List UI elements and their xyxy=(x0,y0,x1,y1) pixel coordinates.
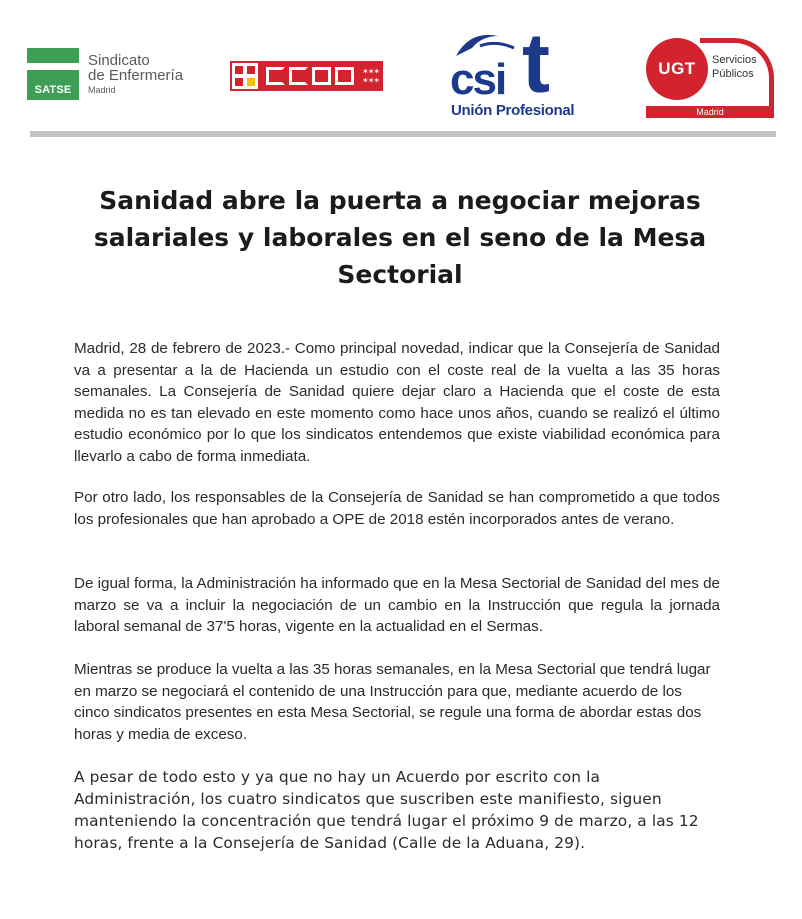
letterhead xyxy=(0,0,802,140)
paragraph: Madrid, 28 de febrero de 2023.- Como principal novedad, indicar que la Consejería de Sanidad va a presentar a la de Hacienda un estudio con el coste real de la vuelta a las 35 horas semanales. La Consejería de Sanidad quiere dejar claro a Hacienda que el coste de esta medida no es tan elevado en este momento como hace unos años, cuando se realizó el último estudio económico por lo que los sindicatos entendemos que existe viabilidad económica para llevarlo a cabo de forma inmediata. xyxy=(74,340,720,465)
csit-letter: t xyxy=(522,16,550,110)
satse-emblem xyxy=(27,48,79,100)
madrid-stars-icon: ✶✶✶ ✶✶✶ xyxy=(362,67,380,85)
satse-line1: Sindicato xyxy=(88,51,150,69)
satse-line2: de Enfermería xyxy=(88,67,184,85)
csit-logo xyxy=(450,16,575,120)
csit-subtitle: Unión Profesional xyxy=(451,102,575,119)
paragraph: Mientras se produce la vuelta a las 35 horas semanales, en la Mesa Sectorial que tendrá lugar en marzo se negociará el contenido de una Instrucción para que, mediante acuerdo de los cinco sindicatos presentes en esta Mesa Sectorial, se regule una forma de abordar estas dos horas y media de exceso. xyxy=(74,661,711,743)
ugt-emblem: UGT xyxy=(646,38,708,100)
csit-name: csi xyxy=(450,55,506,104)
satse-mark: SATSE xyxy=(34,84,72,96)
ugt-logo xyxy=(640,38,776,120)
ugt-label: Servicios Públicos xyxy=(712,54,757,80)
closing-paragraph: A pesar de todo esto y ya que no hay un Acuerdo por escrito con la Administración, los cuatro sindicatos que suscriben este manifiesto, siguen manteniendo la concentración que tendrá lugar el próximo 9 de marzo, a las 12 horas, frente a la Consejería de Sanidad (Calle de la Aduana, 29). xyxy=(74,768,699,852)
ccoo-wordmark xyxy=(260,61,383,91)
paragraph: Por otro lado, los responsables de la Consejería de Sanidad se han comprometido a que todos los profesionales que han aprobado a OPE de 2018 estén incorporados antes de verano. xyxy=(74,489,720,528)
ccoo-logo xyxy=(230,61,383,91)
satse-line3: Madrid xyxy=(88,85,116,96)
press-release-title: Sanidad abre la puerta a negociar mejoras salariales y laborales en el seno de la Mesa Sectorial xyxy=(93,186,707,289)
header-divider xyxy=(30,131,776,137)
ccoo-emblem-icon xyxy=(230,61,260,91)
paragraph: De igual forma, la Administración ha informado que en la Mesa Sectorial de Sanidad del mes de marzo se va a incluir la negociación de un cambio en la Instrucción que regula la jornada laboral semanal de 37'5 horas, vigente en la actualidad en el Sermas. xyxy=(74,575,720,636)
ugt-region: Madrid xyxy=(646,106,774,118)
satse-logo xyxy=(27,48,183,100)
